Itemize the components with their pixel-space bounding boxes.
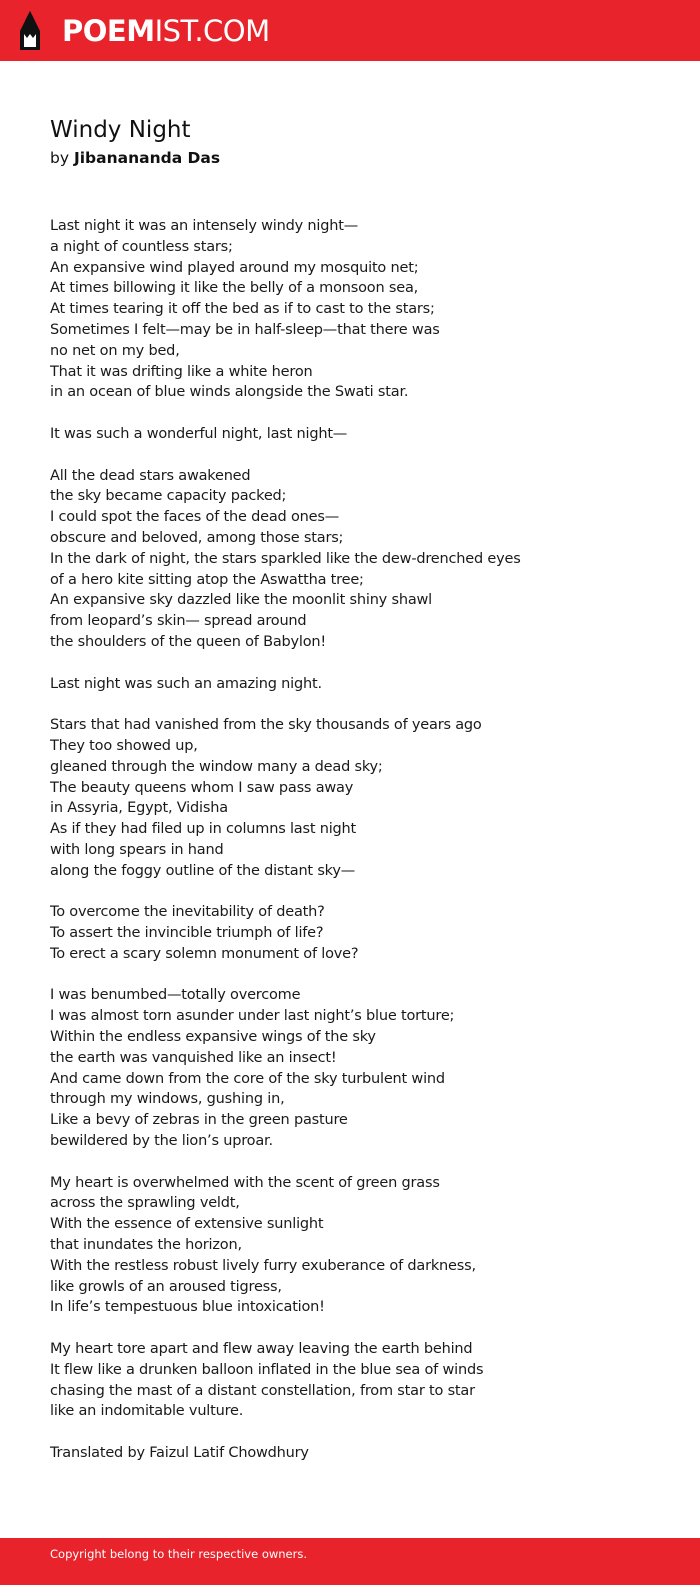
poem-line: I was benumbed—totally overcome [50,987,301,1004]
poem-line: As if they had filed up in columns last night [50,821,357,838]
poem-line: My heart tore apart and flew away leaving the earth behind [50,1341,473,1358]
poem-stanza [50,466,670,653]
poem-line: like an indomitable vulture. [50,1403,244,1420]
poem-line: Within the endless expansive wings of the sky [50,1029,376,1046]
poem-line: that inundates the horizon, [50,1237,242,1254]
poem-line: To overcome the inevitability of death? [50,904,325,921]
poem-stanza [50,674,670,695]
brand-light: IST.COM [154,14,270,48]
pencil-tip-icon[interactable] [18,10,42,52]
poem-line: Stars that had vanished from the sky thousands of years ago [50,717,482,734]
poem-line: through my windows, gushing in, [50,1091,285,1108]
poem-line: To assert the invincible triumph of life? [50,925,324,942]
poem-title: Windy Night [50,117,191,143]
site-logo-text[interactable] [62,13,270,49]
poem-line: obscure and beloved, among those stars; [50,529,344,546]
poem-line: That it was drifting like a white heron [50,363,313,380]
poem-line: the earth was vanquished like an insect! [50,1049,337,1066]
poem-line: with long spears in hand [50,841,224,858]
poem-line: It flew like a drunken balloon inflated in the blue sea of winds [50,1361,484,1378]
poem-line: the sky became capacity packed; [50,488,287,505]
poem-body [50,216,670,1485]
poem-line: of a hero kite sitting atop the Aswattha tree; [50,571,364,588]
poem-line: And came down from the core of the sky turbulent wind [50,1070,445,1087]
poem-line: across the sprawling veldt, [50,1195,240,1212]
poem-stanza [50,424,670,445]
poem-stanza [50,1443,670,1464]
poem-line: in an ocean of blue winds alongside the Swati star. [50,384,409,401]
poem-line: I could spot the faces of the dead ones— [50,509,339,526]
poem-line: Like a bevy of zebras in the green pasture [50,1112,348,1129]
poem-stanza [50,1173,670,1319]
poem-line: An expansive wind played around my mosquito net; [50,259,419,276]
poem-line: Last night it was an intensely windy night— [50,218,359,234]
poem-line: The beauty queens whom I saw pass away [50,779,354,796]
poem-stanza [50,1339,670,1422]
poem-line: gleaned through the window many a dead sky; [50,758,383,775]
poem-stanza [50,902,670,964]
poem-stanza [50,715,670,881]
site-footer [0,1538,700,1585]
poem-line: a night of countless stars; [50,238,233,255]
poem-line: like growls of an aroused tigress, [50,1278,282,1295]
poem-line: At times billowing it like the belly of a monsoon sea, [50,280,419,297]
poem-line: no net on my bed, [50,342,180,359]
poem-line: in Assyria, Egypt, Vidisha [50,800,228,817]
poem-line: Translated by Faizul Latif Chowdhury [50,1445,309,1462]
poem-line: With the restless robust lively furry exuberance of darkness, [50,1257,476,1274]
poem-stanza [50,985,670,1151]
poem-line: Sometimes I felt—may be in half-sleep—that there was [50,321,440,338]
poem-line: In the dark of night, the stars sparkled like the dew-drenched eyes [50,550,521,567]
byline [50,147,220,169]
poem-line: from leopard’s skin— spread around [50,613,307,630]
poem-line: It was such a wonderful night, last night— [50,425,348,442]
poem-line: chasing the mast of a distant constellation, from star to star [50,1382,475,1399]
poem-line: To erect a scary solemn monument of love? [50,945,359,962]
poem-line: With the essence of extensive sunlight [50,1216,324,1233]
poem-line: An expansive sky dazzled like the moonlit shiny shawl [50,592,432,609]
poem-stanza [50,216,670,403]
poem-line: I was almost torn asunder under last night’s blue torture; [50,1008,455,1025]
poem-line: They too showed up, [50,737,198,754]
brand-bold: POEM [62,14,155,48]
poem-line: In life’s tempestuous blue intoxication! [50,1299,325,1316]
by-label: by [50,149,70,167]
site-header [0,0,700,61]
poem-line: At times tearing it off the bed as if to cast to the stars; [50,301,435,318]
poem-line: All the dead stars awakened [50,467,251,484]
poem-line: Last night was such an amazing night. [50,675,322,692]
poem-line: bewildered by the lion’s uproar. [50,1133,273,1150]
poem-line: the shoulders of the queen of Babylon! [50,633,327,650]
poem-line: along the foggy outline of the distant sky— [50,862,356,879]
copyright-text: Copyright belong to their respective owners. [50,1547,308,1561]
poem-line: My heart is overwhelmed with the scent of green grass [50,1174,440,1191]
author-name[interactable]: Jibanananda Das [73,149,221,167]
